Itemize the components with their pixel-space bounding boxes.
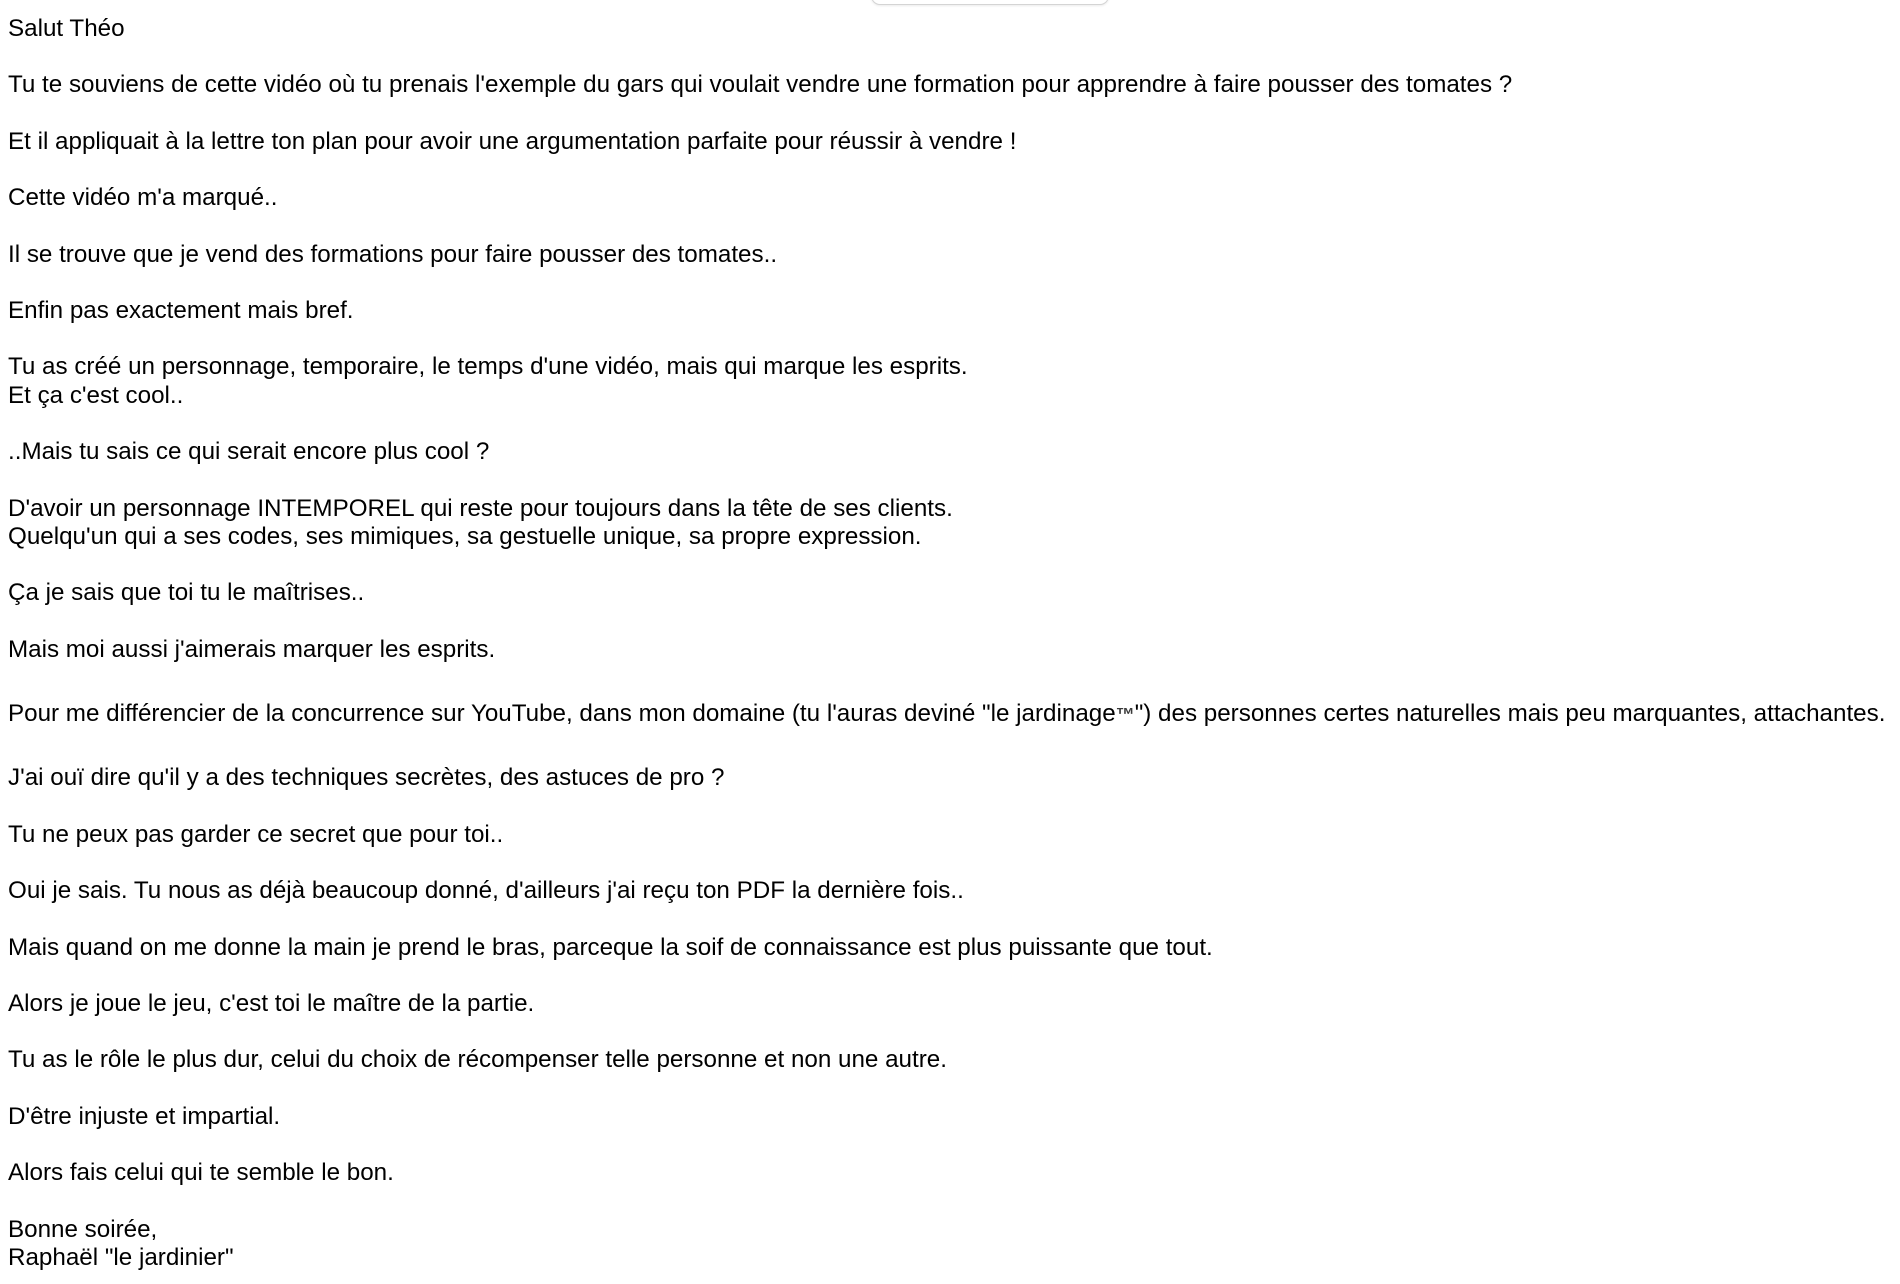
- trademark-symbol: ™: [1115, 705, 1135, 727]
- email-body: [8, 15, 1896, 1272]
- greeting: Salut Théo: [8, 15, 125, 42]
- paragraph-9: Ça je sais que toi tu le maîtrises..: [8, 579, 365, 607]
- paragraph-4: Il se trouve que je vend des formations pour faire pousser des tomates..: [8, 240, 778, 268]
- paragraph-12: J'ai ouï dire qu'il y a des techniques secrètes, des astuces de pro ?: [8, 764, 725, 792]
- paragraph-1: Tu te souviens de cette vidéo où tu prenais l'exemple du gars qui voulait vendre une formation pour apprendre à faire pousser des tomates ?: [8, 71, 1513, 99]
- paragraph-6-line-1: Tu as créé un personnage, temporaire, le temps d'une vidéo, mais qui marque les esprits.: [8, 353, 968, 381]
- paragraph-15: Mais quand on me donne la main je prend le bras, parceque la soif de connaissance est plus puissante que tout.: [8, 933, 1213, 961]
- paragraph-10: Mais moi aussi j'aimerais marquer les esprits.: [8, 635, 496, 663]
- closing: Bonne soirée,: [8, 1215, 158, 1243]
- signature: Raphaël "le jardinier": [8, 1243, 234, 1271]
- paragraph-11: [8, 700, 1896, 728]
- paragraph-8-line-1: D'avoir un personnage INTEMPOREL qui reste pour toujours dans la tête de ses clients.: [8, 494, 953, 522]
- paragraph-16: Alors je joue le jeu, c'est toi le maître de la partie.: [8, 990, 535, 1018]
- paragraph-3: Cette vidéo m'a marqué..: [8, 184, 278, 212]
- paragraph-19: Alors fais celui qui te semble le bon.: [8, 1159, 394, 1187]
- paragraph-6-line-2: Et ça c'est cool..: [8, 381, 184, 409]
- paragraph-13: Tu ne peux pas garder ce secret que pour toi..: [8, 820, 504, 848]
- top-toolbar-tab: [871, 0, 1109, 5]
- paragraph-14: Oui je sais. Tu nous as déjà beaucoup donné, d'ailleurs j'ai reçu ton PDF la dernière fois..: [8, 877, 964, 905]
- paragraph-8-line-2: Quelqu'un qui a ses codes, ses mimiques, sa gestuelle unique, sa propre expression.: [8, 522, 922, 550]
- paragraph-7: ..Mais tu sais ce qui serait encore plus cool ?: [8, 438, 490, 466]
- paragraph-11-start: Pour me différencier de la concurrence sur YouTube, dans mon domaine (tu l'auras deviné "le jardinage: [8, 700, 1116, 728]
- paragraph-5: Enfin pas exactement mais bref.: [8, 296, 354, 324]
- paragraph-11-end: ") des personnes certes naturelles mais peu marquantes, attachantes.: [1134, 700, 1886, 728]
- paragraph-2: Et il appliquait à la lettre ton plan pour avoir une argumentation parfaite pour réussir à vendre !: [8, 127, 1017, 155]
- paragraph-17: Tu as le rôle le plus dur, celui du choix de récompenser telle personne et non une autre.: [8, 1046, 947, 1074]
- paragraph-18: D'être injuste et impartial.: [8, 1102, 281, 1130]
